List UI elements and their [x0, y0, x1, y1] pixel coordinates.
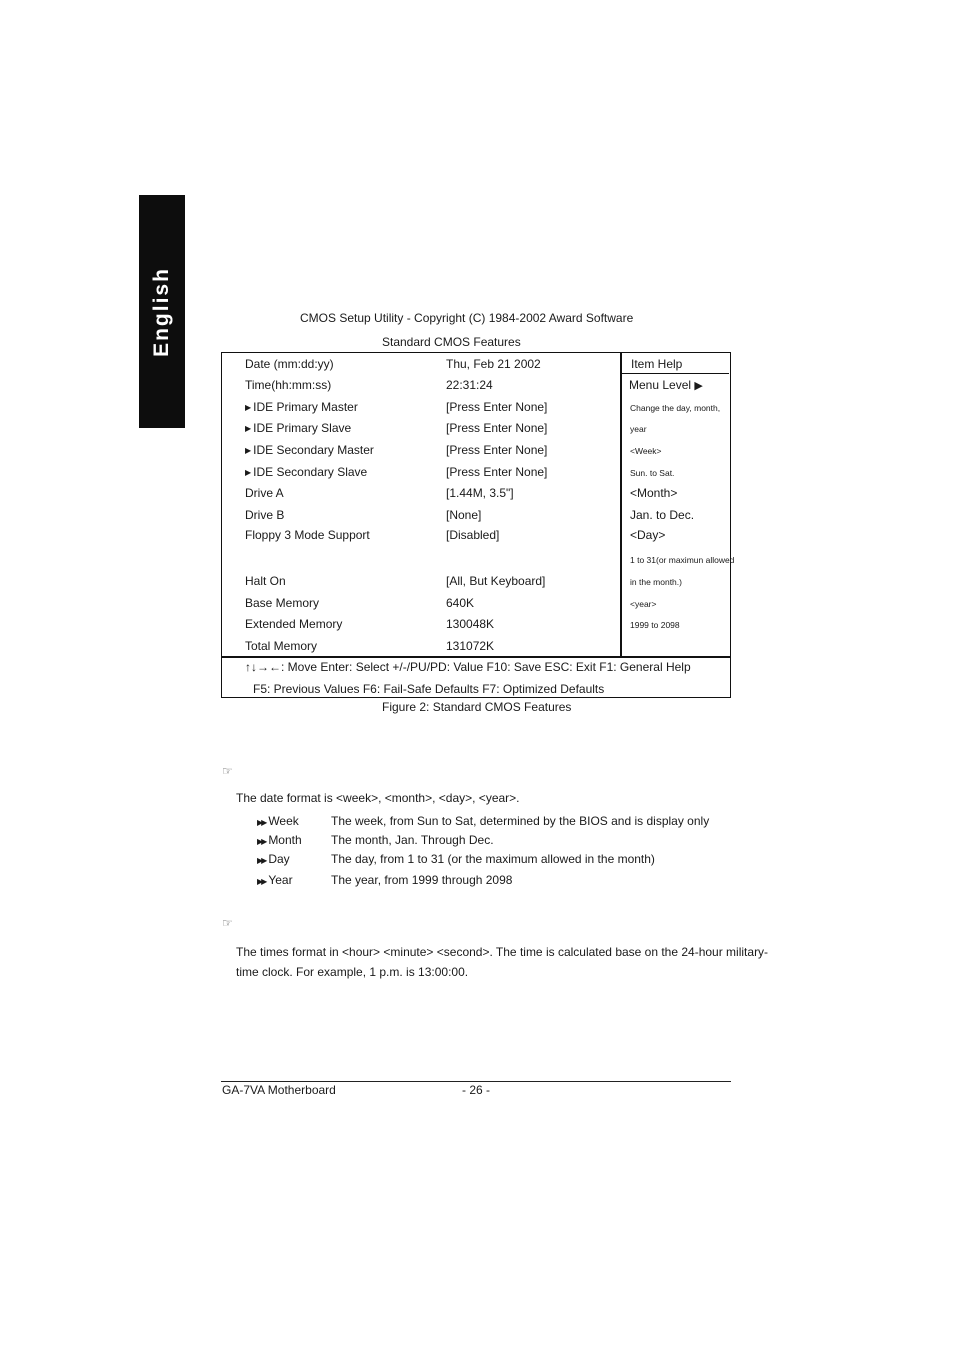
- help-line: 1 to 31(or maximun allowed: [630, 555, 735, 565]
- help-line: Sun. to Sat.: [630, 468, 675, 478]
- row-value-floppy-3-mode[interactable]: [Disabled]: [446, 528, 500, 542]
- row-value-ide-secondary-slave[interactable]: [Press Enter None]: [446, 465, 548, 479]
- help-line: in the month.): [630, 577, 682, 587]
- language-side-tab: [139, 195, 185, 428]
- help-divider: [620, 352, 622, 657]
- figure-caption: Figure 2: Standard CMOS Features: [382, 700, 572, 714]
- help-line: Change the day, month,: [630, 403, 721, 413]
- help-line: Jan. to Dec.: [630, 508, 695, 522]
- footer-rule: [221, 1081, 731, 1082]
- date-item-month: ▶▶ Month: [257, 833, 302, 847]
- row-value-halt-on[interactable]: [All, But Keyboard]: [446, 574, 546, 588]
- row-value-drive-a[interactable]: [1.44M, 3.5"]: [446, 486, 514, 500]
- date-item-week-desc: The week, from Sun to Sat, determined by the BIOS and is display only: [331, 814, 710, 828]
- help-line: <Week>: [630, 446, 662, 456]
- row-label-date: Date (mm:dd:yy): [245, 357, 334, 371]
- footer-page-number: - 26 -: [462, 1083, 491, 1097]
- time-format-line-2: time clock. For example, 1 p.m. is 13:00:00.: [236, 965, 469, 979]
- pointing-hand-icon: ☞: [222, 764, 233, 778]
- bios-subtitle: Standard CMOS Features: [382, 335, 521, 349]
- row-value-date[interactable]: Thu, Feb 21 2002: [446, 357, 541, 371]
- row-label-extended-memory: Extended Memory: [245, 617, 343, 631]
- row-label-time: Time(hh:mm:ss): [245, 378, 332, 392]
- double-arrow-icon: ▶▶: [257, 818, 266, 827]
- bios-copyright: CMOS Setup Utility - Copyright (C) 1984-2002 Award Software: [300, 311, 634, 325]
- row-label-ide-primary-master[interactable]: ▶ IDE Primary Master: [245, 400, 358, 414]
- footer-divider: [221, 656, 731, 658]
- menu-level: Menu Level ▶: [629, 378, 703, 392]
- date-item-day-desc: The day, from 1 to 31 (or the maximum allowed in the month): [331, 852, 655, 866]
- row-value-total-memory: 131072K: [446, 639, 495, 653]
- footer-board-name: GA-7VA Motherboard: [222, 1083, 336, 1097]
- row-label-halt-on: Halt On: [245, 574, 286, 588]
- double-arrow-icon: ▶▶: [257, 877, 266, 886]
- row-label-ide-secondary-master[interactable]: ▶ IDE Secondary Master: [245, 443, 374, 457]
- double-arrow-icon: ▶▶: [257, 837, 266, 846]
- pointing-hand-icon: ☞: [222, 916, 233, 930]
- row-label-total-memory: Total Memory: [245, 639, 318, 653]
- row-label-base-memory: Base Memory: [245, 596, 320, 610]
- row-label-ide-primary-slave[interactable]: ▶ IDE Primary Slave: [245, 421, 351, 435]
- menu-level-arrow-icon: ▶: [694, 380, 703, 392]
- date-item-month-desc: The month, Jan. Through Dec.: [331, 833, 494, 847]
- row-value-ide-secondary-master[interactable]: [Press Enter None]: [446, 443, 548, 457]
- help-line: <Month>: [630, 486, 678, 500]
- row-value-ide-primary-slave[interactable]: [Press Enter None]: [446, 421, 548, 435]
- language-label: English: [150, 266, 173, 357]
- time-format-line-1: The times format in <hour> <minute> <second>. The time is calculated base on the 24-hour military-: [236, 945, 769, 959]
- help-line: year: [630, 424, 647, 434]
- row-label-floppy-3-mode: Floppy 3 Mode Support: [245, 528, 370, 542]
- item-help-title: Item Help: [631, 357, 683, 371]
- row-value-drive-b[interactable]: [None]: [446, 508, 482, 522]
- date-item-year-desc: The year, from 1999 through 2098: [331, 873, 513, 887]
- row-label-ide-secondary-slave[interactable]: ▶ IDE Secondary Slave: [245, 465, 367, 479]
- row-value-ide-primary-master[interactable]: [Press Enter None]: [446, 400, 548, 414]
- date-item-week: ▶▶ Week: [257, 814, 299, 828]
- date-format-intro: The date format is <week>, <month>, <day>, <year>.: [236, 791, 520, 805]
- help-line: 1999 to 2098: [630, 620, 680, 630]
- bios-key-help-line-1: ↑↓→←: Move Enter: Select +/-/PU/PD: Value F10: Save ESC: Exit F1: General Help: [245, 660, 691, 674]
- date-item-day: ▶▶ Day: [257, 852, 290, 866]
- help-line: <year>: [630, 599, 657, 609]
- double-arrow-icon: ▶▶: [257, 856, 266, 865]
- help-line: <Day>: [630, 528, 666, 542]
- help-title-rule: [621, 373, 729, 374]
- row-label-drive-b: Drive B: [245, 508, 285, 522]
- bios-key-help-line-2: F5: Previous Values F6: Fail-Safe Defaults F7: Optimized Defaults: [253, 682, 605, 696]
- row-value-time[interactable]: 22:31:24: [446, 378, 493, 392]
- row-label-drive-a: Drive A: [245, 486, 284, 500]
- row-value-base-memory: 640K: [446, 596, 475, 610]
- row-value-extended-memory: 130048K: [446, 617, 495, 631]
- date-item-year: ▶▶ Year: [257, 873, 293, 887]
